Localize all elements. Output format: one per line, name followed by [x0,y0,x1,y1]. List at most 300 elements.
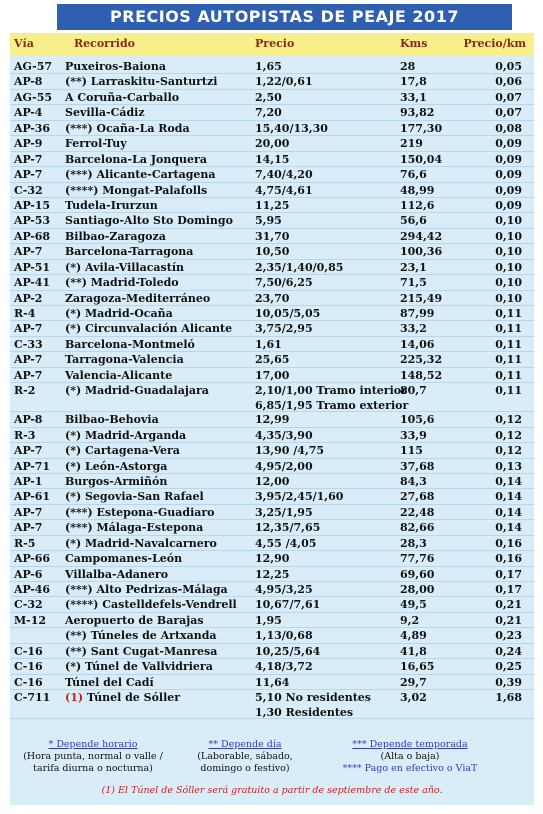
cell-recorrido-text: Barcelona-Tarragona [65,245,194,259]
cell-kms: 215,49 [400,291,443,305]
cell-recorrido-text: Campomanes-León [65,552,183,566]
cell-precio-km: 0,10 [495,245,522,259]
cell-recorrido-text: (***) Alicante-Cartagena [65,168,216,182]
cell-recorrido-text: Sevilla-Cádiz [65,106,145,120]
legend-dia-desc: (Laborable, sábado, domingo o festivo) [197,751,293,774]
cell-kms: 14,06 [400,337,435,351]
cell-via: AP-36 [14,121,51,135]
cell-precio-km: 0,23 [495,629,522,643]
cell-precio-km: 0,14 [495,474,522,488]
cell-recorrido [65,337,195,352]
cell-recorrido-text: (****) Mongat-Palafolls [65,183,208,197]
cell-recorrido [65,383,209,398]
cell-kms: 148,52 [400,368,443,382]
cell-recorrido-text: Barcelona-Montmeló [65,337,195,351]
cell-via: AP-7 [14,505,43,519]
table-header [10,33,534,55]
cell-precio-line: 1,95 [255,613,282,627]
table-row [10,352,534,367]
cell-via: AG-57 [14,60,53,73]
cell-precio-km: 0,09 [495,152,522,166]
cell-via: AP-53 [14,214,51,228]
cell-via: AP-7 [14,368,43,382]
cell-precio-km: 0,17 [495,583,522,596]
cell-precio [255,74,313,89]
cell-precio-line: 3,95/2,45/1,60 [255,490,344,504]
cell-precio-line: 2,35/1,40/0,85 [255,260,344,274]
cell-via: C-32 [14,598,43,612]
cell-via: AP-7 [14,245,43,259]
cell-recorrido-text: (*) Madrid-Ocaña [65,307,173,320]
cell-recorrido [65,459,167,474]
table-row [10,383,534,412]
table-row [10,474,534,489]
cell-recorrido-text: Túnel de Sóller [86,691,181,705]
cell-kms: 16,65 [400,660,435,674]
cell-recorrido-text: A Coruña-Carballo [65,90,180,104]
cell-precio-line: 3,25/1,95 [255,505,313,519]
cell-precio-line: 2,50 [255,90,282,104]
cell-precio-km: 0,11 [495,384,522,398]
table-row [10,167,534,182]
cell-kms: 225,32 [400,353,443,367]
cell-precio [255,474,289,489]
cell-precio [255,536,316,551]
cell-via: AP-9 [14,137,43,151]
cell-precio-km: 0,05 [495,60,522,73]
cell-recorrido [65,105,145,120]
cell-recorrido-text: Túnel del Cadí [65,675,154,689]
header-kms: Kms [400,37,428,50]
cell-kms: 93,82 [400,106,435,120]
cell-via: AP-6 [14,567,43,581]
cell-recorrido-text: (*) Madrid-Arganda [65,428,187,442]
cell-precio [255,368,289,383]
cell-kms: 41,8 [400,644,427,658]
cell-kms: 28,00 [400,583,435,596]
cell-recorrido [65,121,190,136]
cell-via: AP-1 [14,474,43,488]
table-row [10,213,534,228]
table-row [10,428,534,443]
cell-precio-line: 11,64 [255,675,290,689]
cell-via: R-3 [14,428,36,442]
cell-precio-km: 0,17 [495,567,522,581]
cell-recorrido-text: Zaragoza-Mediterráneo [65,291,211,305]
cell-recorrido [65,412,159,427]
cell-precio [255,183,313,198]
legend-dia-title: ** Depende día [208,739,282,750]
cell-recorrido-text: (**) Larraskitu-Santurtzi [65,75,218,89]
cell-recorrido [65,275,179,290]
cell-via: C-32 [14,183,43,197]
cell-precio [255,136,289,151]
table-row [10,260,534,275]
legend-horario-title: * Depende horario [48,739,138,750]
table-row [10,489,534,504]
cell-precio-km: 0,07 [495,106,522,120]
cell-kms: 49,5 [400,598,427,612]
legend-temporada-title: *** Depende temporada [352,739,468,750]
cell-precio-line: 7,20 [255,106,282,120]
table-row [10,613,534,628]
cell-kms: 219 [400,137,423,151]
cell-precio-km: 0,10 [495,214,522,228]
cell-recorrido-text: (***) Estepona-Guadiaro [65,505,215,519]
cell-recorrido [65,675,154,690]
cell-recorrido-text: (*) León-Astorga [65,459,168,473]
cell-precio-line: 11,25 [255,198,290,212]
cell-kms: 33,9 [400,428,427,442]
cell-recorrido-text: Ferrol-Tuy [65,137,127,151]
cell-precio-km: 0,13 [495,459,522,473]
cell-precio-line: 25,65 [255,353,290,367]
cell-precio-km: 0,12 [495,444,522,458]
cell-precio [255,520,320,535]
cell-precio-line: 10,67/7,61 [255,598,321,612]
cell-via: AP-7 [14,168,43,182]
cell-recorrido [65,567,168,582]
cell-kms: 100,36 [400,245,443,259]
cell-kms: 33,1 [400,90,427,104]
cell-precio-line: 7,40/4,20 [255,168,313,182]
cell-kms: 294,42 [400,229,443,243]
table-row [10,628,534,643]
cell-recorrido-text: Valencia-Alicante [65,368,173,382]
cell-precio [255,321,313,336]
table-row [10,152,534,167]
cell-precio-km: 0,11 [495,337,522,351]
cell-via: AP-68 [14,229,51,243]
cell-recorrido [65,352,184,367]
table-row [10,337,534,352]
table-row [10,597,534,612]
table-row [10,520,534,535]
cell-kms: 105,6 [400,413,435,427]
cell-kms: 56,6 [400,214,427,228]
cell-precio-line: 1,65 [255,60,282,73]
cell-via: C-33 [14,337,43,351]
toll-table-panel [10,33,534,805]
cell-precio-km: 0,21 [495,598,522,612]
cell-kms: 71,5 [400,276,427,290]
cell-precio-km: 0,16 [495,552,522,566]
cell-via: C-16 [14,675,43,689]
cell-precio [255,90,282,105]
cell-recorrido [65,690,180,705]
cell-precio-km: 0,07 [495,90,522,104]
cell-precio-line: 15,40/13,30 [255,121,328,135]
table-row [10,59,534,74]
cell-via: AP-2 [14,291,43,305]
cell-precio [255,428,313,443]
cell-recorrido-text: (**) Sant Cugat-Manresa [65,644,218,658]
cell-precio-line: 1,13/0,68 [255,629,313,643]
legend-horario-desc: (Hora punta, normal o valle / tarifa diurna o nocturna) [23,751,163,774]
cell-recorrido-text: Santiago-Alto Sto Domingo [65,214,233,228]
cell-precio [255,412,289,427]
cell-recorrido [65,597,237,612]
cell-precio-line: 7,50/6,25 [255,276,313,290]
cell-via: AP-71 [14,459,51,473]
cell-recorrido-text: (*) Circunvalación Alicante [65,322,233,336]
table-row [10,412,534,427]
table-row [10,136,534,151]
cell-recorrido [65,368,172,383]
cell-precio-km: 0,09 [495,168,522,182]
cell-recorrido [65,628,217,643]
cell-via: R-4 [14,307,36,320]
cell-via: AP-8 [14,413,43,427]
cell-precio-line: 2,10/1,00 Tramo interior [255,384,407,398]
cell-recorrido [65,644,217,659]
cell-precio-km: 0,14 [495,490,522,504]
cell-recorrido-text: (***) Ocaña-La Roda [65,121,190,135]
cell-via: M-12 [14,613,47,627]
cell-precio-km: 0,10 [495,260,522,274]
cell-precio-km: 0,16 [495,536,522,550]
cell-kms: 28,3 [400,536,427,550]
cell-precio [255,352,289,367]
header-precio: Precio [255,37,295,50]
cell-recorrido-text: (**) Túneles de Artxanda [65,629,217,643]
cell-via: AP-61 [14,490,51,504]
cell-recorrido-text: Bilbao-Behovia [65,413,159,427]
cell-recorrido [65,198,158,213]
cell-via: AP-7 [14,444,43,458]
cell-precio-line: 10,05/5,05 [255,307,321,320]
cell-precio [255,275,313,290]
cell-kms: 76,6 [400,168,427,182]
cell-precio [255,198,289,213]
table-row [10,183,534,198]
cell-recorrido [65,152,207,167]
cell-precio [255,659,313,674]
cell-precio [255,152,289,167]
cell-precio-km: 0,10 [495,229,522,243]
cell-precio [255,613,282,628]
legend-temporada [310,739,510,775]
cell-precio [255,567,289,582]
cell-recorrido [65,59,166,74]
table-row [10,74,534,89]
cell-recorrido-text: Bilbao-Zaragoza [65,229,166,243]
cell-precio-line: 12,00 [255,474,290,488]
cell-precio-km: 0,24 [495,644,522,658]
cell-recorrido-text: Aeropuerto de Barajas [65,613,204,627]
cell-kms: 29,7 [400,675,427,689]
cell-precio-line: 4,35/3,90 [255,428,313,442]
cell-precio [255,690,371,720]
cell-precio-km: 0,39 [495,675,522,689]
cell-precio-line: 12,25 [255,567,290,581]
cell-precio-km: 0,12 [495,428,522,442]
cell-precio [255,213,282,228]
cell-via: AP-4 [14,106,43,120]
cell-recorrido [65,489,204,504]
cell-precio-km: 0,09 [495,198,522,212]
cell-via: R-2 [14,384,36,398]
cell-recorrido [65,74,217,89]
cell-precio [255,291,289,306]
legend-viat: **** Pago en efectivo o ViaT [342,763,478,774]
cell-recorrido [65,551,182,566]
cell-via: AP-7 [14,353,43,367]
cell-recorrido [65,136,127,151]
cell-precio [255,505,313,520]
table-row [10,90,534,105]
cell-recorrido [65,183,207,198]
cell-precio-km: 0,06 [495,75,522,89]
table-row [10,459,534,474]
cell-precio-line: 4,18/3,72 [255,660,313,674]
cell-kms: 84,3 [400,474,427,488]
table-row [10,291,534,306]
cell-precio [255,244,289,259]
cell-recorrido-text: Burgos-Armiñón [65,474,168,488]
cell-precio-line: 23,70 [255,291,290,305]
cell-precio [255,167,313,182]
legend-dia [180,739,310,775]
table-row [10,229,534,244]
cell-kms: 87,99 [400,307,435,320]
cell-precio-km: 0,09 [495,137,522,151]
table-row [10,505,534,520]
cell-precio-line-2: 6,85/1,95 Tramo exterior [255,399,409,413]
cell-precio-km: 0,10 [495,276,522,290]
cell-precio-line: 12,90 [255,552,290,566]
cell-precio-line: 17,00 [255,368,290,382]
cell-precio-line: 5,95 [255,214,282,228]
table-row [10,105,534,120]
cell-precio-line: 20,00 [255,137,290,151]
cell-recorrido-text: Villalba-Adanero [65,567,169,581]
cell-precio [255,229,289,244]
cell-recorrido-text: (*) Madrid-Navalcarnero [65,536,217,550]
cell-precio [255,582,313,597]
cell-precio-km: 0,08 [495,121,522,135]
cell-recorrido [65,291,210,306]
cell-kms: 80,7 [400,384,427,398]
cell-recorrido [65,306,173,321]
cell-recorrido-text: (*) Avila-Villacastín [65,260,185,274]
table-row [10,551,534,566]
table-row [10,659,534,674]
cell-via: AP-15 [14,198,51,212]
table-row [10,321,534,336]
cell-via: AP-8 [14,75,43,89]
cell-recorrido [65,659,213,674]
table-row [10,443,534,458]
cell-kms: 33,2 [400,322,427,336]
cell-precio [255,59,282,74]
cell-recorrido-text: (****) Castelldefels-Vendrell [65,598,237,612]
cell-kms: 27,68 [400,490,435,504]
cell-via: C-16 [14,644,43,658]
table-row [10,121,534,136]
cell-kms: 82,66 [400,521,435,535]
cell-recorrido [65,582,228,597]
cell-precio-line: 13,90 /4,75 [255,444,325,458]
table-row [10,644,534,659]
cell-precio [255,443,324,458]
cell-precio-line: 4,95/3,25 [255,583,313,596]
cell-precio [255,644,320,659]
cell-kms: 69,60 [400,567,435,581]
cell-kms: 48,99 [400,183,435,197]
table-row [10,306,534,321]
cell-recorrido [65,167,216,182]
cell-recorrido [65,613,204,628]
cell-recorrido-text: (*) Madrid-Guadalajara [65,384,209,398]
cell-precio-km: 0,11 [495,322,522,336]
cell-recorrido [65,229,166,244]
cell-precio-line-2: 1,30 Residentes [255,706,354,720]
cell-recorrido-text: (**) Madrid-Toledo [65,276,179,290]
cell-precio-km: 0,12 [495,413,522,427]
table-row [10,244,534,259]
cell-recorrido-text: (*) Segovia-San Rafael [65,490,204,504]
cell-kms: 112,6 [400,198,435,212]
cell-recorrido [65,536,217,551]
cell-via: C-16 [14,660,43,674]
cell-precio-km: 0,14 [495,521,522,535]
cell-precio-line: 1,61 [255,337,282,351]
cell-precio-km: 0,11 [495,368,522,382]
cell-precio [255,597,320,612]
cell-recorrido [65,213,233,228]
toll-table [10,59,534,719]
cell-precio-line: 4,95/2,00 [255,459,313,473]
cell-precio [255,260,343,275]
header-recorrido: Recorrido [74,37,135,50]
cell-recorrido-text: (*) Cartagena-Vera [65,444,180,458]
legend-temporada-desc: (Alta o baja) [380,751,440,762]
cell-precio-km: 0,11 [495,353,522,367]
cell-precio [255,306,320,321]
cell-precio-line: 31,70 [255,229,290,243]
cell-precio-line: 12,35/7,65 [255,521,321,535]
cell-recorrido [65,321,232,336]
cell-via: C-711 [14,691,51,705]
cell-recorrido [65,505,215,520]
cell-precio [255,105,282,120]
cell-via: AP-7 [14,322,43,336]
page-title: PRECIOS AUTOPISTAS DE PEAJE 2017 [57,4,512,30]
table-row [10,275,534,290]
cell-via: AP-7 [14,152,43,166]
cell-recorrido [65,90,179,105]
cell-precio-km: 1,68 [495,691,522,705]
cell-kms: 28 [400,60,416,73]
cell-precio-km: 0,11 [495,307,522,320]
cell-recorrido-text: Puxeiros-Baiona [65,60,166,73]
cell-precio [255,121,328,136]
table-row [10,690,534,719]
cell-via: AP-51 [14,260,51,274]
cell-recorrido-text: Barcelona-La Jonquera [65,152,207,166]
table-row [10,368,534,383]
cell-precio-km: 0,21 [495,613,522,627]
table-row [10,198,534,213]
cell-recorrido-text: (***) Alto Pedrizas-Málaga [65,583,228,596]
cell-recorrido [65,520,203,535]
cell-precio [255,675,289,690]
cell-recorrido-text: Tarragona-Valencia [65,353,184,367]
cell-precio-km: 0,14 [495,505,522,519]
table-row [10,536,534,551]
header-via: Vía [14,37,34,50]
